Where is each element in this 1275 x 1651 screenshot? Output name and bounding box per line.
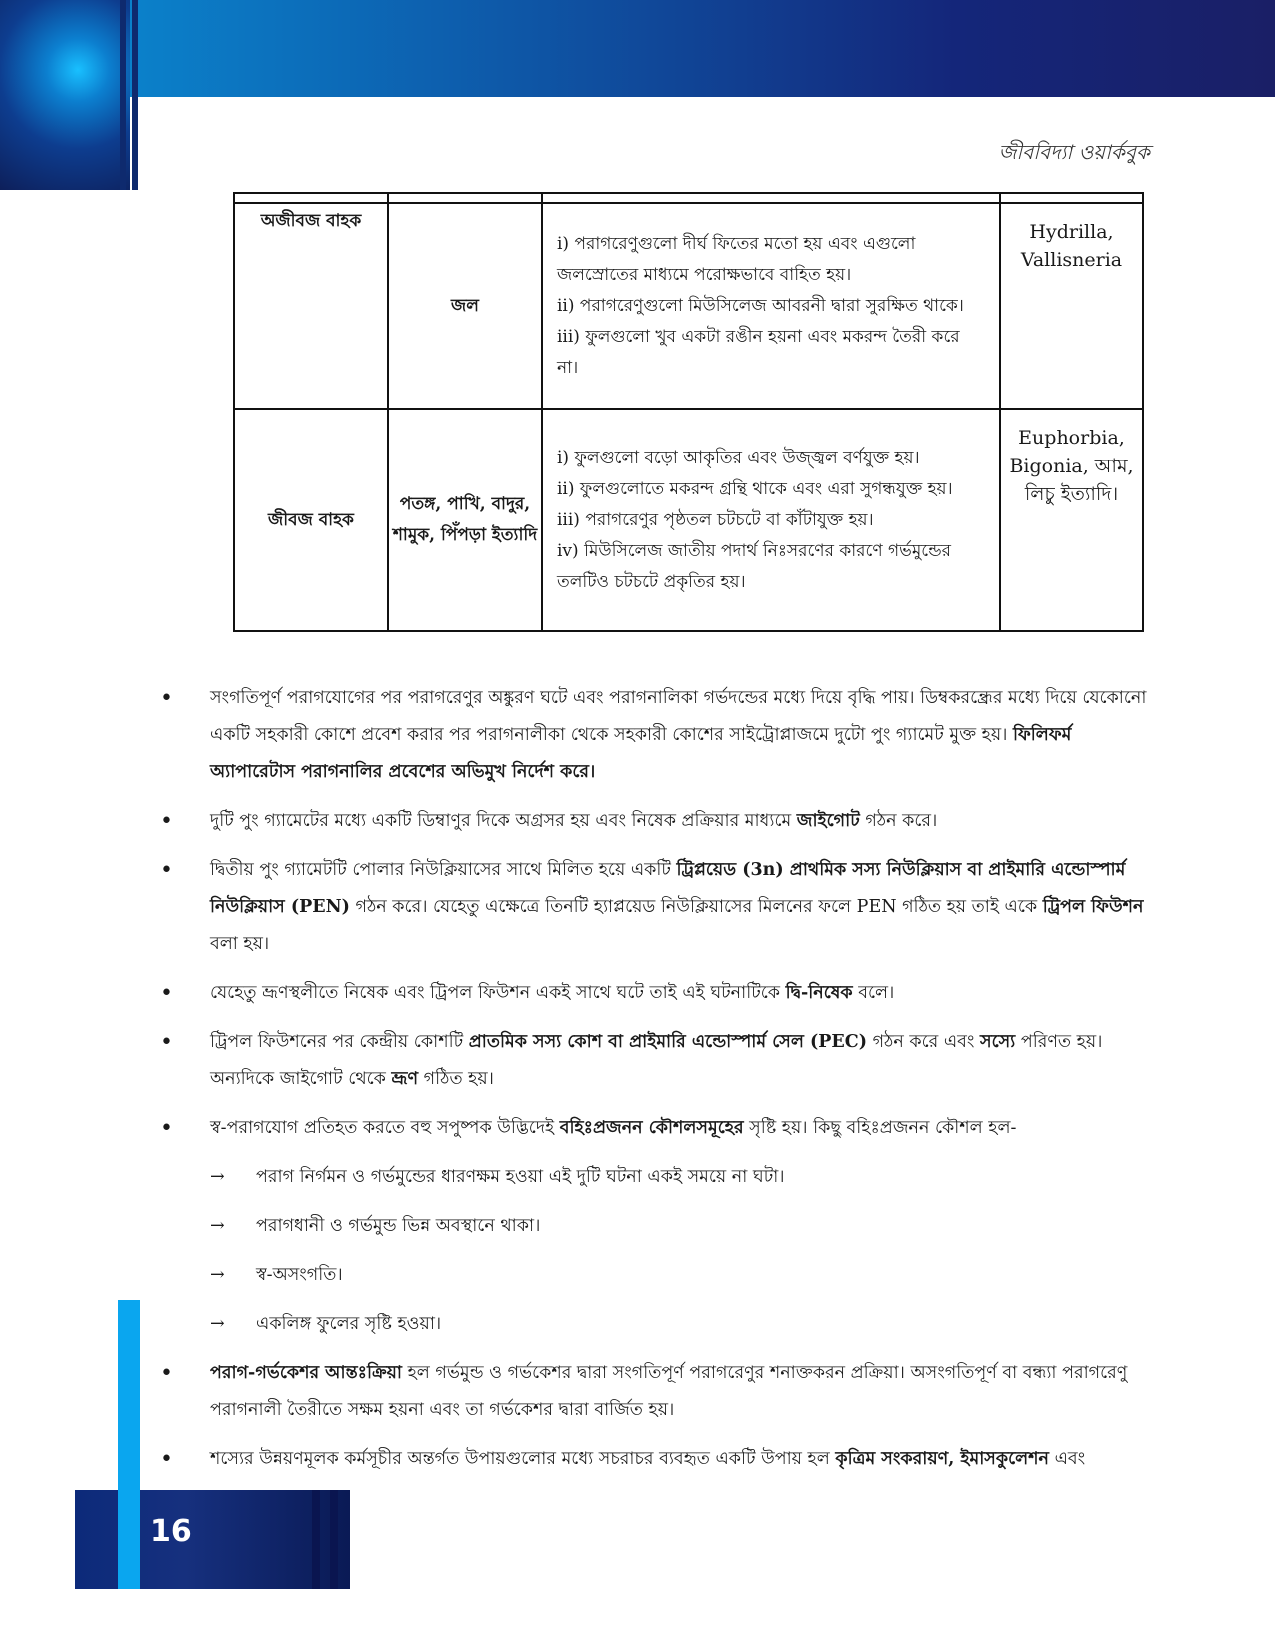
header-stripe: [132, 0, 138, 190]
bullet-item: [160, 1441, 1150, 1478]
bullet-text: শস্যের উন্নয়ণমূলক কর্মসূচীর অন্তর্গত উপায়গুলোর মধ্যে সচরাচর ব্যবহৃত একটি উপায় হল: [210, 1449, 830, 1469]
examples-cell: Euphorbia, Bigonia, আম, লিচু ইত্যাদি।: [1000, 409, 1143, 631]
bullet-text: হল গর্ভমুন্ড ও গর্ভকেশর দ্বারা সংগতিপূর্ণ পরাগরেণুর শনাক্তকরন প্রক্রিয়া। অসংগতিপূর্ণ বা বন্ধ্যা পরাগরেণু পরাগনালী তৈরীতে সক্ষম হয়না এবং তা গর্ভকেশর দ্বারা বার্জিত হয়।: [210, 1363, 1128, 1420]
arrow-list-item: [160, 1306, 1150, 1343]
content-body: [160, 680, 1150, 1490]
bullet-bold: কৃত্রিম সংকরায়ণ, ইমাসকুলেশন: [835, 1449, 1049, 1469]
table-spacer-row: [234, 193, 1143, 203]
bullet-text: গঠিত হয়।: [423, 1069, 494, 1089]
point-item: ii) ফুলগুলোতে মকরন্দ গ্রন্থি থাকে এবং এরা সুগন্ধযুক্ত হয়।: [557, 478, 953, 499]
bullet-bold: ট্রিপ্লয়েড (3n) প্রাথমিক সস্য নিউক্লিয়াস বা প্রাইমারি এন্ডোস্পার্ম নিউক্লিয়াস (PEN): [210, 860, 1126, 917]
bullet-dot: •: [160, 981, 173, 1006]
arrow-icon: →: [210, 1265, 225, 1285]
bullet-item: [160, 680, 1150, 791]
bullet-bold: দ্বি-নিষেক: [785, 983, 853, 1003]
carrier-cell: জীবজ বাহক: [234, 409, 388, 631]
arrow-item-text: পরাগধানী ও গর্ভমুন্ড ভিন্ন অবস্থানে থাকা।: [256, 1216, 541, 1236]
bullet-dot: •: [160, 1030, 173, 1055]
point-item: iii) ফুলগুলো খুব একটা রঙীন হয়না এবং মকরন্দ তৈরী করে না।: [557, 326, 960, 378]
arrow-item-text: স্ব-অসংগতি।: [256, 1265, 343, 1285]
bullet-item: [160, 1355, 1150, 1429]
bullet-item: [160, 852, 1150, 963]
arrow-item-text: পরাগ নির্গমন ও গর্ভমুন্ডের ধারণক্ষম হওয়া এই দুটি ঘটনা একই সময়ে না ঘটা।: [256, 1167, 785, 1187]
spacer-cell: [542, 193, 1000, 203]
bullet-bold: জাইগোট: [796, 811, 860, 831]
header-stripe: [120, 0, 126, 190]
bullet-text: গঠন করে। যেহেতু এক্ষেত্রে তিনটি হ্যাপ্লয়েড নিউক্লিয়াসের মিলনের ফলে PEN গঠিত হয় তাই একে: [355, 897, 1038, 917]
arrow-list-item: [160, 1257, 1150, 1294]
bullet-text: এবং: [1054, 1449, 1086, 1469]
bullet-dot: •: [160, 1116, 173, 1141]
bullet-text: দুটি পুং গ্যামেটের মধ্যে একটি ডিম্বাণুর দিকে অগ্রসর হয় এবং নিষেক প্রক্রিয়ার মাধ্যমে: [210, 811, 792, 831]
agent-cell: জল: [388, 203, 542, 409]
footer-stripe: [312, 1490, 320, 1589]
points-cell: [542, 203, 1000, 409]
workbook-title: জীববিদ্যা ওয়ার্কবুক: [998, 140, 1150, 164]
points-cell: [542, 409, 1000, 631]
bullet-bold: পরাগ-গর্ভকেশর আন্তঃক্রিয়া: [210, 1363, 402, 1383]
bullet-text: যেহেতু ভ্রূণস্থলীতে নিষেক এবং ট্রিপল ফিউশন একই সাথে ঘটে তাই এই ঘটনাটিকে: [210, 983, 781, 1003]
bullet-text: গঠন করে এবং: [872, 1032, 975, 1052]
footer-band: [75, 1490, 350, 1589]
bullet-bold: সস্যে: [980, 1032, 1016, 1052]
footer-accent-bar: [118, 1300, 140, 1589]
bullet-text: পরিণত হয়। অন্যদিকে জাইগোট থেকে: [210, 1032, 1103, 1089]
bullet-item: [160, 803, 1150, 840]
bullet-dot: •: [160, 1361, 173, 1386]
bullet-dot: •: [160, 858, 173, 883]
bullet-bold: ট্রিপল ফিউশন: [1042, 897, 1144, 917]
arrow-list-item: [160, 1159, 1150, 1196]
examples-cell: Hydrilla, Vallisneria: [1000, 203, 1143, 409]
point-item: iii) পরাগরেণুর পৃষ্ঠতল চটচটে বা কাঁটাযুক্ত হয়।: [557, 509, 874, 530]
bullet-bold: বহিঃপ্রজনন কৌশলসমূহের: [559, 1118, 744, 1138]
bullet-bold: প্রাতমিক সস্য কোশ বা প্রাইমারি এন্ডোস্পার্ম সেল (PEC): [468, 1032, 867, 1052]
table-row: [234, 409, 1143, 631]
arrow-icon: →: [210, 1167, 225, 1187]
arrow-item-text: একলিঙ্গ ফুলের সৃষ্টি হওয়া।: [256, 1314, 442, 1334]
bullet-text: সংগতিপূর্ণ পরাগযোগের পর পরাগরেণুর অঙ্কুরণ ঘটে এবং পরাগনালিকা গর্ভদন্ডের মধ্যে দিয়ে বৃদ্ধি পায়। ডিম্বকরন্ধ্রের মধ্যে দিয়ে যেকোনো একটি সহকারী কোশে প্রবেশ করার পর পরাগনালীকা থেকে সহকারী কোশের সাইট্রোপ্লাজমে দুটো পুং গ্যামেট মুক্ত হয়।: [210, 688, 1147, 745]
page-number: 16: [150, 1514, 192, 1549]
arrow-icon: →: [210, 1216, 225, 1236]
header-band: [0, 0, 1275, 97]
agent-cell: পতঙ্গ, পাখি, বাদুর, শামুক, পিঁপড়া ইত্যাদি: [388, 409, 542, 631]
bullet-text: স্ব-পরাগযোগ প্রতিহত করতে বহু সপুষ্পক উদ্ভিদেই: [210, 1118, 555, 1138]
bullet-text: ট্রিপল ফিউশনের পর কেন্দ্রীয় কোশটি: [210, 1032, 464, 1052]
bullet-text: বলে।: [858, 983, 895, 1003]
point-item: i) পরাগরেণুগুলো দীর্ঘ ফিতের মতো হয় এবং এগুলো জলস্রোতের মাধ্যমে পরোক্ষভাবে বাহিত হয়।: [557, 233, 916, 285]
bullet-dot: •: [160, 809, 173, 834]
arrow-icon: →: [210, 1314, 225, 1334]
point-item: iv) মিউসিলেজ জাতীয় পদার্থ নিঃসরণের কারণে গর্ভমুন্ডের তলটিও চটচটে প্রকৃতির হয়।: [557, 540, 952, 592]
bullet-text: দ্বিতীয় পুং গ্যামেটটি পোলার নিউক্লিয়াসের সাথে মিলিত হয়ে একটি: [210, 860, 671, 880]
footer-stripe: [330, 1490, 338, 1589]
bullet-text: সৃষ্টি হয়। কিছু বহিঃপ্রজনন কৌশল হল-: [749, 1118, 1017, 1138]
bullet-dot: •: [160, 686, 173, 711]
bullet-text: বলা হয়।: [210, 934, 270, 954]
spacer-cell: [234, 193, 388, 203]
point-item: i) ফুলগুলো বড়ো আকৃতির এবং উজ্জ্বল বর্ণযুক্ত হয়।: [557, 447, 920, 468]
header-glow: [0, 0, 130, 190]
bullet-item: [160, 1110, 1150, 1147]
pollination-carrier-table: [233, 192, 1144, 632]
point-item: ii) পরাগরেণুগুলো মিউসিলেজ আবরনী দ্বারা সুরক্ষিত থাকে।: [557, 295, 964, 316]
spacer-cell: [388, 193, 542, 203]
carrier-cell: অজীবজ বাহক: [234, 203, 388, 409]
table-row: [234, 203, 1143, 409]
spacer-cell: [1000, 193, 1143, 203]
bullet-text: গঠন করে।: [865, 811, 938, 831]
bullet-bold: ফিলিফর্ম অ্যাপারেটাস পরাগনালির প্রবেশের অভিমুখ নির্দেশ করে।: [210, 725, 1072, 782]
bullet-item: [160, 1024, 1150, 1098]
arrow-list-item: [160, 1208, 1150, 1245]
bullet-bold: ভ্রূণ: [391, 1069, 419, 1089]
bullet-item: [160, 975, 1150, 1012]
bullet-dot: •: [160, 1447, 173, 1472]
